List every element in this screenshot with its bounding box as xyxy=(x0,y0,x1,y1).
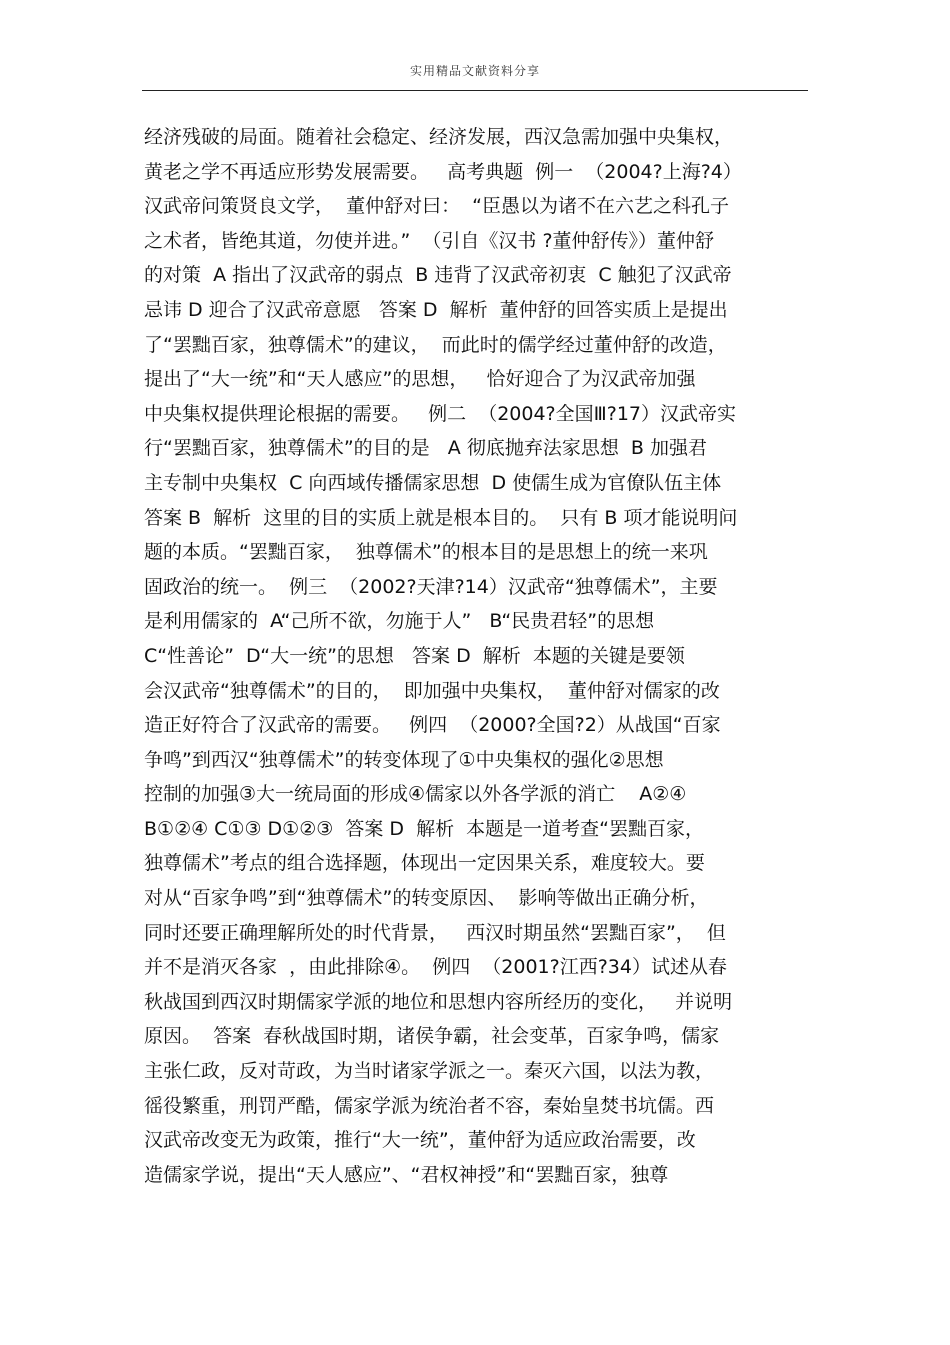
text-line: 独尊儒术”考点的组合选择题，体现出一定因果关系，难度较大。要 xyxy=(144,852,705,875)
text-line: 徭役繁重，刑罚严酷，儒家学派为统治者不容，秦始皇焚书坑儒。西 xyxy=(144,1094,715,1117)
text-line: C“性善论” D“大一统”的思想 答案 D 解析 本题的关键是要领 xyxy=(144,644,685,667)
text-line: 经济残破的局面。随着社会稳定、经济发展，西汉急需加强中央集权， xyxy=(144,126,734,148)
text-line: 争鸣”到西汉“独尊儒术”的转变体现了①中央集权的强化②思想 xyxy=(144,748,664,771)
text-line: 中央集权提供理论根据的需要。 例二 （2004?全国Ⅲ?17）汉武帝实 xyxy=(144,402,736,425)
text-line: 行“罢黜百家，独尊儒术”的目的是 A 彻底抛弃法家思想 B 加强君 xyxy=(144,437,707,460)
header-divider xyxy=(142,90,808,91)
text-line: 造正好符合了汉武帝的需要。 例四 （2000?全国?2）从战国“百家 xyxy=(144,714,721,737)
text-line: 汉武帝改变无为政策，推行“大一统”，董仲舒为适应政治需要，改 xyxy=(144,1129,696,1152)
text-line: 固政治的统一。 例三 （2002?天津?14）汉武帝“独尊儒术”，主要 xyxy=(144,575,718,598)
text-line: 会汉武帝“独尊儒术”的目的， 即加强中央集权， 董仲舒对儒家的改 xyxy=(144,679,720,702)
page-header-title: 实用精品文献资料分享 xyxy=(409,64,540,78)
text-line: 主专制中央集权 C 向西域传播儒家思想 D 使儒生成为官僚队伍主体 xyxy=(144,471,722,494)
text-line: 主张仁政，反对苛政，为当时诸家学派之一。秦灭六国，以法为教， xyxy=(144,1060,715,1083)
text-line: 控制的加强③大一统局面的形成④儒家以外各学派的消亡 A②④ xyxy=(144,783,687,806)
text-line: 并不是消灭各家 ，由此排除④。 例四 （2001?江西?34）试述从春 xyxy=(144,956,727,979)
text-line: 同时还要正确理解所处的时代背景， 西汉时期虽然“罢黜百家”， 但 xyxy=(144,921,726,944)
text-line: 提出了“大一统”和“天人感应”的思想， 恰好迎合了为汉武帝加强 xyxy=(144,368,696,391)
document-body xyxy=(144,120,814,1192)
text-line: 原因。 答案 春秋战国时期，诸侯争霸，社会变革，百家争鸣，儒家 xyxy=(144,1025,720,1048)
text-line: 对从“百家争鸣”到“独尊儒术”的转变原因、 影响等做出正确分析， xyxy=(144,887,709,910)
text-line: 答案 B 解析 这里的目的实质上就是根本目的。 只有 B 项才能说明问 xyxy=(144,506,738,529)
text-line: 黄老之学不再适应形势发展需要。 高考典题 例一 （2004?上海?4） xyxy=(144,160,742,183)
text-line: 忌讳 D 迎合了汉武帝意愿 答案 D 解析 董仲舒的回答实质上是提出 xyxy=(144,298,728,321)
text-line: 造儒家学说，提出“天人感应”、“君权神授”和“罢黜百家，独尊 xyxy=(144,1163,669,1186)
text-line: 汉武帝问策贤良文学， 董仲舒对曰： “臣愚以为诸不在六艺之科孔子 xyxy=(144,195,730,218)
text-line: B①②④ C①③ D①②③ 答案 D 解析 本题是一道考查“罢黜百家， xyxy=(144,817,705,840)
text-line: 了“罢黜百家，独尊儒术”的建议， 而此时的儒学经过董仲舒的改造， xyxy=(144,333,727,356)
text-line: 之术者，皆绝其道，勿使并进。” （引自《汉书 ?董仲舒传》）董仲舒 xyxy=(144,229,715,252)
text-line: 题的本质。“罢黜百家， 独尊儒术”的根本目的是思想上的统一来巩 xyxy=(144,541,708,564)
text-line: 的对策 A 指出了汉武帝的弱点 B 违背了汉武帝初衷 C 触犯了汉武帝 xyxy=(144,264,732,287)
text-line: 秋战国到西汉时期儒家学派的地位和思想内容所经历的变化， 并说明 xyxy=(144,990,733,1013)
text-line: 是利用儒家的 A“己所不欲，勿施于人” B“民贵君轻”的思想 xyxy=(144,610,655,633)
